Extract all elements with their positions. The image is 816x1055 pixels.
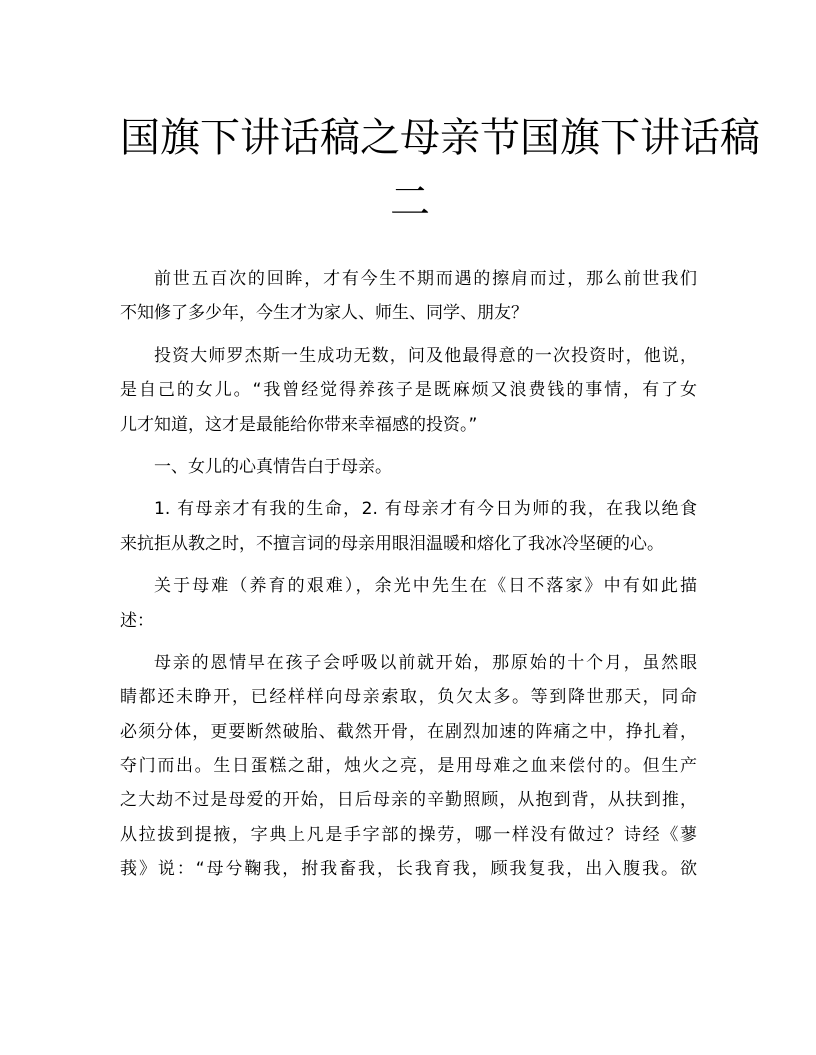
paragraph xyxy=(120,492,697,561)
paragraph xyxy=(120,569,697,638)
title-line: 二 xyxy=(390,179,430,225)
title-line: 国旗下讲话稿之母亲节国旗下讲话稿 xyxy=(120,115,760,161)
text-line: 来抗拒从教之时，不擅言词的母亲用眼泪温暖和熔化了我冰冷坚硬的心。 xyxy=(120,533,664,554)
text-line: 一、女儿的心真情告白于母亲。 xyxy=(154,456,392,477)
document-body xyxy=(120,262,697,895)
paragraph xyxy=(120,646,697,887)
text-line: 儿才知道，这才是最能给你带来幸福感的投资。” xyxy=(120,414,478,435)
text-line: 之大劫不过是母爱的开始，日后母亲的辛勤照顾，从抱到背，从扶到推， xyxy=(120,790,697,811)
paragraph xyxy=(120,262,697,331)
text-line: 是自己的女儿。“我曾经觉得养孩子是既麻烦又浪费钱的事情，有了女 xyxy=(120,380,697,401)
text-line: 必须分体，更要断然破胎、截然开骨，在剧烈加速的阵痛之中，挣扎着， xyxy=(120,721,697,742)
text-line: 前世五百次的回眸，才有今生不期而遇的擦肩而过，那么前世我们 xyxy=(154,269,697,289)
text-line: 1. 有母亲才有我的生命，2. 有母亲才有今日为师的我，在我以绝食 xyxy=(154,499,697,520)
text-line: 关于母难（养育的艰难），余光中先生在《日不落家》中有如此描 xyxy=(154,576,697,597)
text-line: 夺门而出。生日蛋糕之甜，烛火之亮，是用母难之血来偿付的。但生产 xyxy=(120,756,697,777)
text-line: 从拉拔到提掖，字典上凡是手字部的操劳，哪一样没有做过？诗经《蓼 xyxy=(120,824,697,845)
text-line: 睛都还未睁开，已经样样向母亲索取，负欠太多。等到降世那天，同命 xyxy=(120,687,697,708)
paragraph xyxy=(120,339,697,442)
document-title xyxy=(120,106,760,234)
text-line: 莪》说：“母兮鞠我，拊我畜我，长我育我，顾我复我，出入腹我。欲 xyxy=(120,859,697,880)
text-line: 述： xyxy=(120,610,154,631)
paragraph xyxy=(120,450,697,484)
text-line: 母亲的恩情早在孩子会呼吸以前就开始，那原始的十个月，虽然眼 xyxy=(154,652,697,673)
text-line: 投资大师罗杰斯一生成功无数，问及他最得意的一次投资时，他说， xyxy=(154,345,697,366)
text-line: 不知修了多少年，今生才为家人、师生、同学、朋友？ xyxy=(120,303,528,324)
